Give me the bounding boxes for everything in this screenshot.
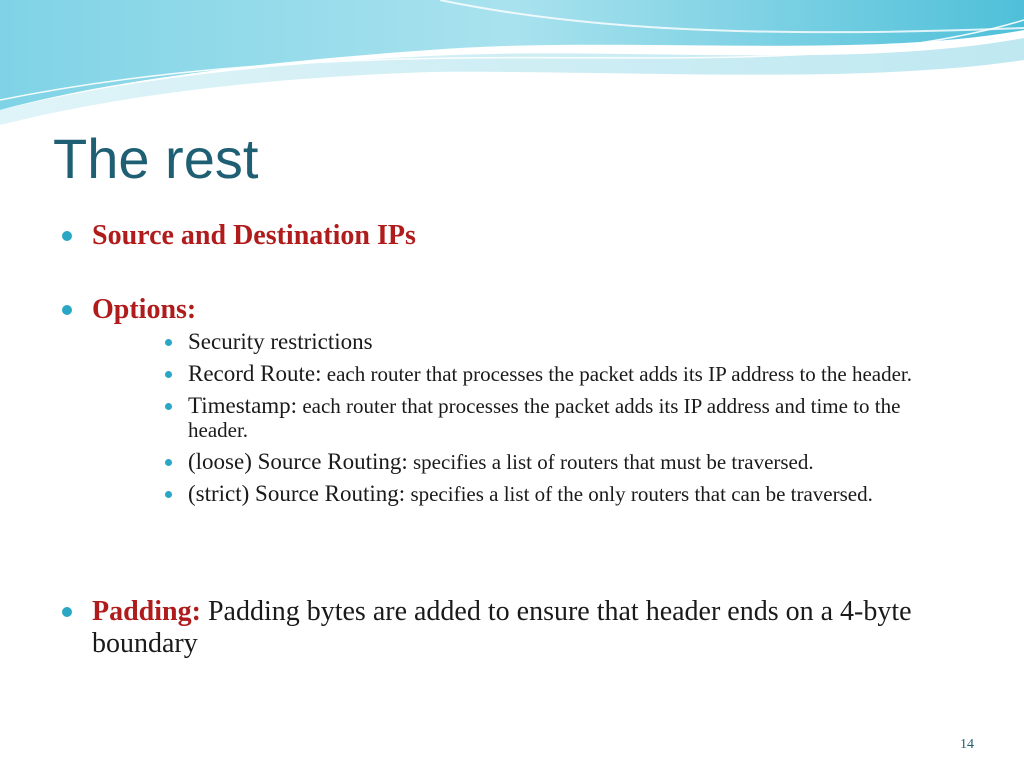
option-item: Timestamp: each router that processes the packet adds its IP address and time to the header. [165,394,965,442]
bullet-dot-icon [62,305,72,315]
bullet-source-destination [62,220,972,252]
bullet-label: Source and Destination IPs [92,220,416,251]
sub-bullet-dot-icon [165,459,172,466]
bullet-label: Padding: [92,596,201,627]
bullet-label: Options: [92,294,197,325]
option-item: (strict) Source Routing: specifies a list of the only routers that can be traversed. [165,482,965,506]
sub-bullet-dot-icon [165,371,172,378]
option-item: Record Route: each router that processes the packet adds its IP address to the header. [165,362,965,386]
decorative-wave-banner [0,0,1024,130]
bullet-options [62,294,972,326]
options-list [165,330,965,514]
bullet-dot-icon [62,607,72,617]
page-number: 14 [960,737,974,752]
option-item: Security restrictions [165,330,965,354]
bullet-dot-icon [62,231,72,241]
option-item: (loose) Source Routing: specifies a list of routers that must be traversed. [165,450,965,474]
sub-bullet-dot-icon [165,339,172,346]
sub-bullet-dot-icon [165,403,172,410]
sub-bullet-dot-icon [165,491,172,498]
bullet-padding [62,596,972,660]
slide-title: The rest [53,127,259,190]
bullet-text: Padding bytes are added to ensure that header ends on a 4-byte boundary [92,596,912,659]
